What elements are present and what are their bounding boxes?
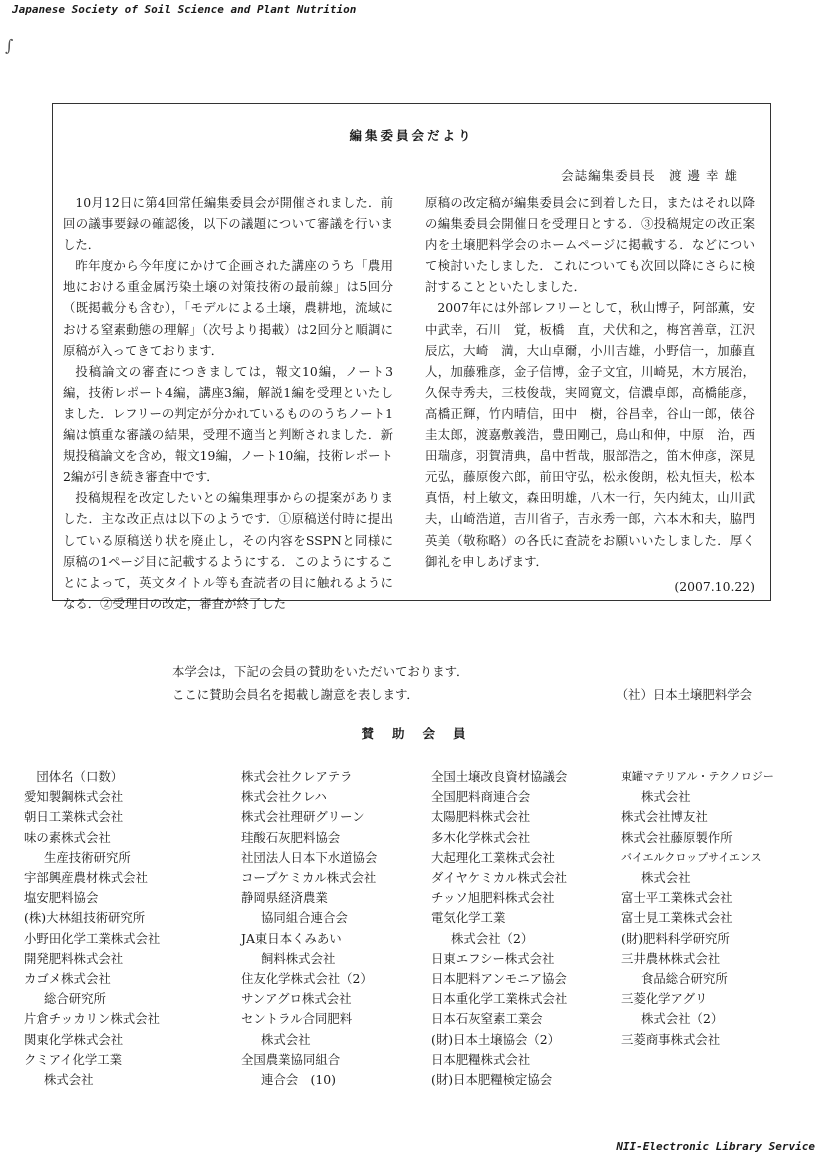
member-entry: JA東日本くみあい: [241, 930, 342, 946]
member-entry: 塩安肥料協会: [24, 890, 99, 906]
member-entry: 富士見工業株式会社: [621, 910, 733, 926]
member-entry: (財)肥料科学研究所: [621, 930, 730, 946]
member-entry: 珪酸石灰肥料協会: [241, 829, 341, 845]
member-entry: 東罐マテリアル・テクノロジー: [621, 770, 774, 783]
paragraph: 昨年度から今年度にかけて企画された講座のうち「農用地における重金属汚染土壌の対策技術の最前線」は5回分（既掲載分も含む），「モデルによる土壌，農耕地，流域における窒素動態の理解」（次号より掲載）は2回分と順調に原稿が入ってきております．: [63, 258, 393, 358]
member-entry: 株式会社: [641, 789, 691, 805]
sponsor-line: 本学会は，下記の会員の賛助をいただいております．: [172, 664, 469, 679]
member-header: 団体名（口数）: [24, 769, 124, 784]
member-entry: 株式会社（2）: [451, 930, 534, 946]
library-footer: NII-Electronic Library Service: [616, 1140, 815, 1153]
member-entry: 連合会 (10): [261, 1072, 336, 1088]
member-entry: 協同組合連合会: [261, 910, 348, 926]
member-entry: ダイヤケミカル株式会社: [431, 870, 568, 886]
member-entry: 食品総合研究所: [641, 971, 728, 987]
member-entry: 大起理化工業株式会社: [431, 849, 555, 865]
member-entry: 多木化学株式会社: [431, 829, 531, 845]
member-entry: 日本石灰窒素工業会: [431, 1011, 543, 1027]
member-entry: 片倉チッカリン株式会社: [24, 1011, 160, 1027]
right-column: [425, 192, 755, 597]
member-entry: チッソ旭肥料株式会社: [431, 890, 555, 906]
member-entry: クミアイ化学工業: [24, 1051, 123, 1067]
sponsor-notice: [172, 660, 752, 706]
member-entry: 宇部興産農材株式会社: [24, 870, 148, 886]
member-entry: 飼料株式会社: [261, 950, 336, 966]
member-entry: 静岡県経済農業: [241, 890, 328, 906]
box-author: 会誌編集委員長 渡 邊 幸 雄: [561, 168, 738, 183]
member-entry: 富士平工業株式会社: [621, 890, 733, 906]
member-entry: 住友化学株式会社（2）: [241, 971, 373, 987]
member-entry: 株式会社（2）: [641, 1011, 724, 1027]
member-entry: 三井農林株式会社: [621, 950, 721, 966]
member-entry: 生産技術研究所: [44, 849, 131, 865]
left-column: [63, 192, 393, 614]
member-entry: カゴメ株式会社: [24, 971, 111, 987]
member-entry: 愛知製鋼株式会社: [24, 789, 124, 805]
member-entry: 開発肥料株式会社: [24, 950, 124, 966]
box-date: (2007.10.22): [674, 578, 755, 594]
members-heading: 賛助会員: [361, 726, 484, 741]
member-entry: 社団法人日本下水道協会: [241, 849, 378, 865]
member-entry: セントラル合同肥料: [241, 1011, 353, 1027]
member-entry: 太陽肥料株式会社: [431, 809, 531, 825]
member-entry: 日本肥糧株式会社: [431, 1051, 531, 1067]
member-entry: 総合研究所: [44, 991, 106, 1007]
member-entry: 小野田化学工業株式会社: [24, 930, 161, 946]
member-entry: 朝日工業株式会社: [24, 809, 124, 825]
member-entry: (財)日本肥糧検定協会: [431, 1072, 553, 1088]
member-entry: 三菱化学アグリ: [621, 991, 708, 1007]
editorial-box: [52, 103, 771, 611]
member-entry: サンアグロ株式会社: [241, 991, 352, 1007]
member-entry: 味の素株式会社: [24, 829, 111, 845]
member-entry: コープケミカル株式会社: [241, 870, 377, 886]
members-column-4: [621, 767, 781, 1050]
member-entry: (財)日本土壌協会（2）: [431, 1031, 561, 1047]
member-entry: 日本肥料アンモニア協会: [431, 971, 567, 987]
member-entry: 全国肥料商連合会: [431, 789, 531, 805]
member-entry: 三菱商事株式会社: [621, 1031, 721, 1047]
member-entry: バイエルクロップサイエンス: [621, 850, 762, 864]
sponsor-org: （社）日本土壌肥料学会: [615, 687, 752, 702]
member-entry: 日東エフシー株式会社: [431, 950, 555, 966]
margin-mark: ∫: [5, 36, 14, 55]
member-entry: 株式会社博友社: [621, 809, 708, 825]
member-entry: 株式会社クレアテラ: [241, 769, 353, 784]
member-entry: 日本重化学工業株式会社: [431, 991, 568, 1007]
member-entry: 全国農業協同組合: [241, 1051, 341, 1067]
member-entry: 関東化学株式会社: [24, 1031, 124, 1047]
member-entry: (株)大林組技術研究所: [24, 910, 146, 926]
paragraph: 投稿論文の審査につきましては，報文10編，ノート3編，技術レポート4編，講座3編，解説1編を受理といたしました．レフリーの判定が分かれているもののうちノート1編は慎重な審議の結果，受理不適当と判断されました．新規投稿論文を含め，報文19編，ノート10編，技術レポート2編が引き続き審査中です．: [63, 363, 393, 485]
sponsor-line: ここに賛助会員名を掲載し謝意を表します．: [172, 687, 419, 702]
members-column-3: [431, 767, 591, 1090]
journal-header: Japanese Society of Soil Science and Plant Nutrition: [12, 3, 357, 16]
member-entry: 株式会社藤原製作所: [621, 829, 733, 845]
paragraph: 投稿規程を改定したいとの編集理事からの提案がありました．主な改正点は以下のようです．①原稿送付時に提出している原稿送り状を廃止し，その内容をSSPNと同様に原稿の1ページ目に記載するようにする．このようにすることによって，英文タイトル等も査読者の目に触れるようになる．②受理日の改定，審査が終了した: [63, 490, 393, 611]
paragraph: 10月12日に第4回常任編集委員会が開催されました．前回の議事要録の確認後，以下の議題について審議を行いました．: [63, 195, 393, 253]
member-entry: 全国土壌改良資材協議会: [431, 769, 568, 784]
member-entry: 株式会社: [261, 1031, 311, 1047]
member-entry: 株式会社クレハ: [241, 789, 327, 805]
members-column-2: [241, 767, 401, 1090]
paragraph: 2007年には外部レフリーとして，秋山博子，阿部薫，安中武幸，石川 覚，板橋 直，犬伏和之，梅宮善章，江沢辰広，大崎 満，大山卓爾，小川吉雄，小野信一，加藤直人，加藤雅彦，金子信博，金子文宜，川崎晃，木方展治，久保寺秀夫，三枝俊哉，実岡寛文，信濃卓郎，高橋能彦，高橋正輝，竹内晴信，田中 樹，谷昌幸，谷山一郎，俵谷圭太郎，渡嘉敷義浩，豊田剛己，鳥山和伸，中原 治，西田瑞彦，羽賀清典，畠中哲哉，服部浩之，笛木伸彦，深見元弘，藤原俊六郎，前田守弘，松永俊朗，松丸恒夫，松本真悟，村上敏文，森田明雄，八木一行，矢内純太，山川武夫，山崎浩道，吉川省子，吉永秀一郎，六本木和夫，脇門英美（敬称略）の各氏に査読をお願いいたしました．厚く御礼を申しあげます．: [425, 300, 755, 569]
member-entry: 株式会社理研グリーン: [241, 809, 365, 825]
box-title: 編集委員会だより: [349, 128, 474, 143]
member-entry: 株式会社: [44, 1072, 94, 1088]
member-entry: 電気化学工業: [431, 910, 506, 926]
member-entry: 株式会社: [641, 870, 691, 886]
members-column-1: [24, 767, 184, 1090]
paragraph: 原稿の改定稿が編集委員会に到着した日，またはそれ以降の編集委員会開催日を受理日とする．③投稿規定の改正案内を土壌肥料学会のホームページに掲載する．などについて検討いたしました．これについても次回以降にさらに検討することといたしました．: [425, 195, 755, 295]
